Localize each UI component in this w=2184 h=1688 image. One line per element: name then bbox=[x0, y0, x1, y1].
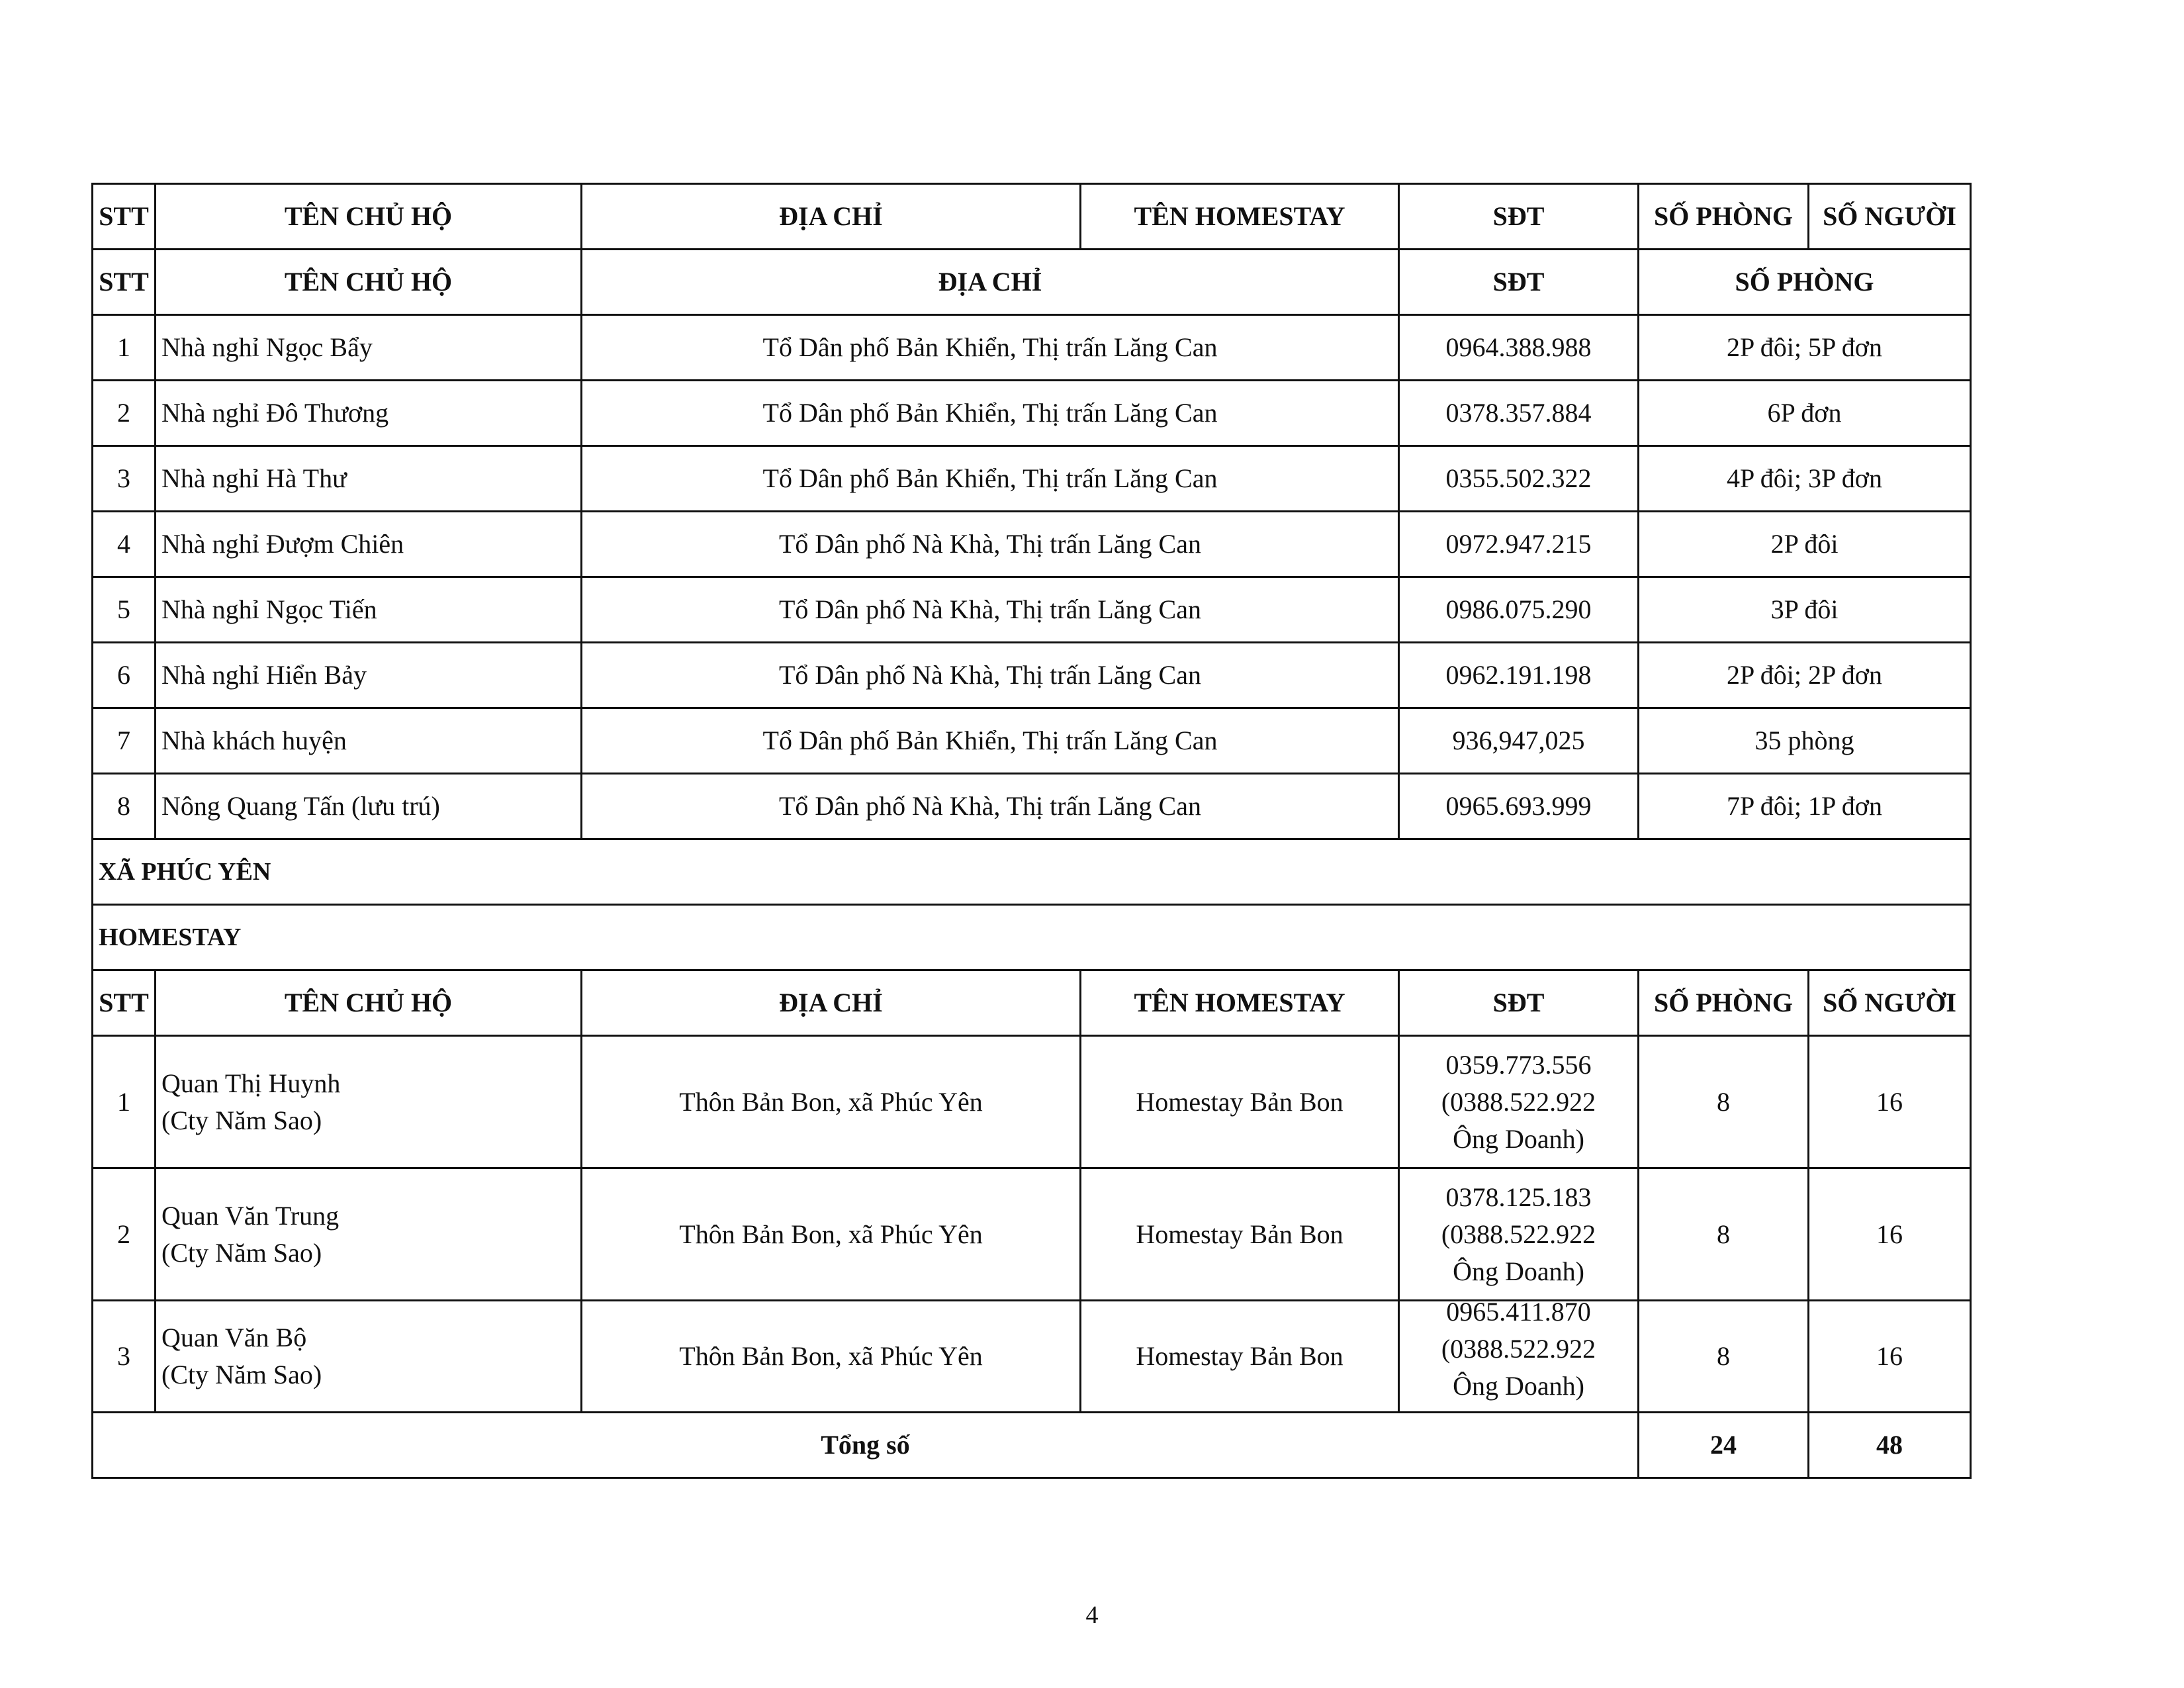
phone-main: 0378.125.183 bbox=[1445, 1182, 1592, 1212]
table-row bbox=[93, 577, 1971, 643]
row-phone bbox=[1399, 1168, 1639, 1301]
row-stt: 3 bbox=[93, 1301, 156, 1413]
row-owner bbox=[156, 1036, 582, 1168]
row-address: Tổ Dân phố Bản Khiển, Thị trấn Lăng Can bbox=[582, 446, 1399, 512]
table-row bbox=[93, 1301, 1971, 1413]
owner-company: (Cty Năm Sao) bbox=[161, 1237, 322, 1268]
row-address: Tổ Dân phố Bản Khiển, Thị trấn Lăng Can bbox=[582, 315, 1399, 381]
row-people: 16 bbox=[1809, 1301, 1971, 1413]
table-row bbox=[93, 446, 1971, 512]
row-name: Nhà nghỉ Hà Thư bbox=[156, 446, 582, 512]
row-phone: 0962.191.198 bbox=[1399, 643, 1639, 708]
row-phone: 0378.357.884 bbox=[1399, 381, 1639, 446]
row-stt: 4 bbox=[93, 512, 156, 577]
row-phone: 936,947,025 bbox=[1399, 708, 1639, 774]
row-phone: 0964.388.988 bbox=[1399, 315, 1639, 381]
row-stt: 6 bbox=[93, 643, 156, 708]
row-address: Tổ Dân phố Nà Khà, Thị trấn Lăng Can bbox=[582, 577, 1399, 643]
row-address: Tổ Dân phố Nà Khà, Thị trấn Lăng Can bbox=[582, 512, 1399, 577]
owner-name: Quan Thị Huynh bbox=[161, 1068, 341, 1098]
total-rooms: 24 bbox=[1639, 1413, 1809, 1478]
row-address: Thôn Bản Bon, xã Phúc Yên bbox=[582, 1168, 1081, 1301]
header-stt: STT bbox=[93, 250, 156, 315]
table-row bbox=[93, 315, 1971, 381]
row-address: Tổ Dân phố Nà Khà, Thị trấn Lăng Can bbox=[582, 643, 1399, 708]
row-stt: 2 bbox=[93, 381, 156, 446]
row-people: 16 bbox=[1809, 1036, 1971, 1168]
row-rooms: 2P đôi; 5P đơn bbox=[1639, 315, 1971, 381]
row-owner bbox=[156, 1301, 582, 1413]
table-row bbox=[93, 643, 1971, 708]
header-stt: STT bbox=[93, 970, 156, 1036]
header-stt: STT bbox=[93, 184, 156, 250]
row-rooms: 6P đơn bbox=[1639, 381, 1971, 446]
header-people: SỐ NGƯỜI bbox=[1809, 970, 1971, 1036]
phone-alt: (0388.522.922 bbox=[1441, 1334, 1596, 1364]
row-people: 16 bbox=[1809, 1168, 1971, 1301]
owner-company: (Cty Năm Sao) bbox=[161, 1105, 322, 1135]
row-name: Nhà nghỉ Ngọc Tiến bbox=[156, 577, 582, 643]
total-label: Tổng số bbox=[93, 1413, 1639, 1478]
row-stt: 8 bbox=[93, 774, 156, 839]
row-name: Nhà khách huyện bbox=[156, 708, 582, 774]
header-address: ĐỊA CHỈ bbox=[582, 184, 1081, 250]
total-people: 48 bbox=[1809, 1413, 1971, 1478]
header-owner: TÊN CHỦ HỘ bbox=[156, 250, 582, 315]
phone-contact: Ông Doanh) bbox=[1453, 1123, 1584, 1154]
row-address: Tổ Dân phố Bản Khiển, Thị trấn Lăng Can bbox=[582, 381, 1399, 446]
section-title-commune: XÃ PHÚC YÊN bbox=[93, 839, 1971, 905]
row-name: Nhà nghỉ Đượm Chiên bbox=[156, 512, 582, 577]
row-address: Thôn Bản Bon, xã Phúc Yên bbox=[582, 1036, 1081, 1168]
row-rooms: 3P đôi bbox=[1639, 577, 1971, 643]
row-address: Thôn Bản Bon, xã Phúc Yên bbox=[582, 1301, 1081, 1413]
section-row-homestay bbox=[93, 905, 1971, 970]
owner-name: Quan Văn Trung bbox=[161, 1200, 340, 1231]
header-address: ĐỊA CHỈ bbox=[582, 970, 1081, 1036]
header-row-homestay bbox=[93, 970, 1971, 1036]
row-phone bbox=[1399, 1036, 1639, 1168]
row-name: Nhà nghỉ Đô Thương bbox=[156, 381, 582, 446]
row-phone bbox=[1399, 1301, 1639, 1413]
header-address: ĐỊA CHỈ bbox=[582, 250, 1399, 315]
row-rooms: 35 phòng bbox=[1639, 708, 1971, 774]
row-owner bbox=[156, 1168, 582, 1301]
phone-main: 0359.773.556 bbox=[1445, 1049, 1592, 1080]
section-row-commune bbox=[93, 839, 1971, 905]
row-rooms: 8 bbox=[1639, 1036, 1809, 1168]
row-rooms: 4P đôi; 3P đơn bbox=[1639, 446, 1971, 512]
table-row bbox=[93, 774, 1971, 839]
header-rooms: SỐ PHÒNG bbox=[1639, 970, 1809, 1036]
row-homestay: Homestay Bản Bon bbox=[1081, 1168, 1399, 1301]
header-owner: TÊN CHỦ HỘ bbox=[156, 184, 582, 250]
owner-company: (Cty Năm Sao) bbox=[161, 1360, 322, 1389]
row-homestay: Homestay Bản Bon bbox=[1081, 1036, 1399, 1168]
row-stt: 2 bbox=[93, 1168, 156, 1301]
header-homestay: TÊN HOMESTAY bbox=[1081, 970, 1399, 1036]
row-rooms: 8 bbox=[1639, 1301, 1809, 1413]
table-row bbox=[93, 381, 1971, 446]
accommodation-table bbox=[91, 183, 1972, 1479]
row-name: Nông Quang Tấn (lưu trú) bbox=[156, 774, 582, 839]
table-row bbox=[93, 1036, 1971, 1168]
row-stt: 7 bbox=[93, 708, 156, 774]
table-row bbox=[93, 1168, 1971, 1301]
row-stt: 1 bbox=[93, 1036, 156, 1168]
header-owner: TÊN CHỦ HỘ bbox=[156, 970, 582, 1036]
phone-contact: Ông Doanh) bbox=[1453, 1256, 1584, 1286]
row-stt: 5 bbox=[93, 577, 156, 643]
row-stt: 3 bbox=[93, 446, 156, 512]
header-homestay: TÊN HOMESTAY bbox=[1081, 184, 1399, 250]
phone-main: 0965.411.870 bbox=[1446, 1300, 1591, 1327]
section-title-homestay: HOMESTAY bbox=[93, 905, 1971, 970]
row-rooms: 2P đôi; 2P đơn bbox=[1639, 643, 1971, 708]
page-number: 4 bbox=[1085, 1601, 1099, 1629]
header-row-guesthouse bbox=[93, 250, 1971, 315]
header-rooms: SỐ PHÒNG bbox=[1639, 184, 1809, 250]
phone-alt: (0388.522.922 bbox=[1441, 1219, 1596, 1249]
row-name: Nhà nghỉ Hiển Bảy bbox=[156, 643, 582, 708]
header-phone: SĐT bbox=[1399, 970, 1639, 1036]
row-rooms: 8 bbox=[1639, 1168, 1809, 1301]
phone-contact: Ông Doanh) bbox=[1453, 1371, 1584, 1401]
total-row bbox=[93, 1413, 1971, 1478]
table-row bbox=[93, 512, 1971, 577]
row-phone: 0355.502.322 bbox=[1399, 446, 1639, 512]
row-address: Tổ Dân phố Bản Khiển, Thị trấn Lăng Can bbox=[582, 708, 1399, 774]
header-phone: SĐT bbox=[1399, 250, 1639, 315]
phone-alt: (0388.522.922 bbox=[1441, 1086, 1596, 1117]
row-name: Nhà nghỉ Ngọc Bẩy bbox=[156, 315, 582, 381]
row-homestay: Homestay Bản Bon bbox=[1081, 1301, 1399, 1413]
row-phone: 0986.075.290 bbox=[1399, 577, 1639, 643]
table-row bbox=[93, 708, 1971, 774]
row-stt: 1 bbox=[93, 315, 156, 381]
header-rooms: SỐ PHÒNG bbox=[1639, 250, 1971, 315]
row-rooms: 7P đôi; 1P đơn bbox=[1639, 774, 1971, 839]
row-phone: 0965.693.999 bbox=[1399, 774, 1639, 839]
header-people: SỐ NGƯỜI bbox=[1809, 184, 1971, 250]
row-rooms: 2P đôi bbox=[1639, 512, 1971, 577]
row-phone: 0972.947.215 bbox=[1399, 512, 1639, 577]
header-row-top bbox=[93, 184, 1971, 250]
header-phone: SĐT bbox=[1399, 184, 1639, 250]
owner-name: Quan Văn Bộ bbox=[161, 1323, 307, 1352]
row-address: Tổ Dân phố Nà Khà, Thị trấn Lăng Can bbox=[582, 774, 1399, 839]
